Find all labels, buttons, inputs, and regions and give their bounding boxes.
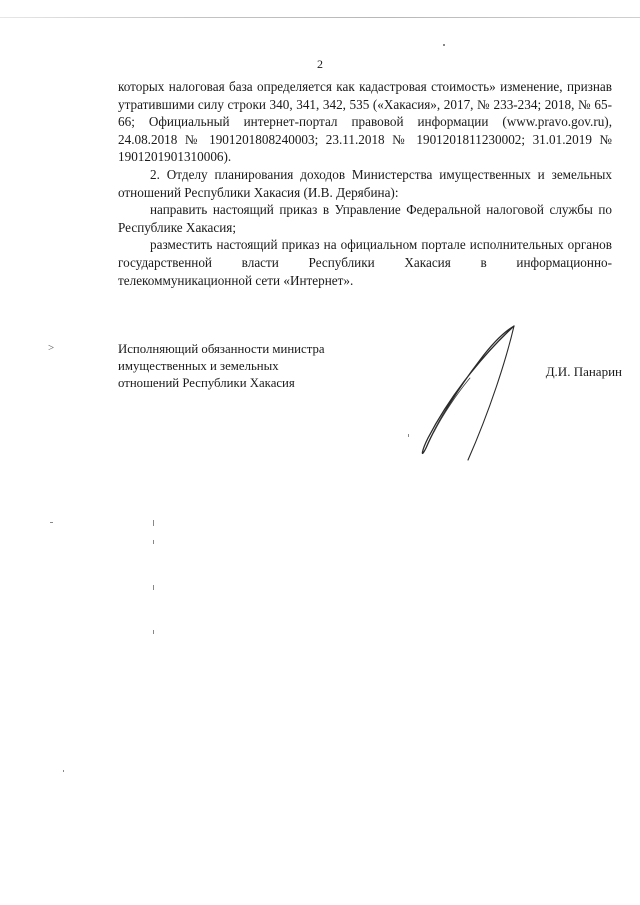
scan-speck xyxy=(443,44,445,46)
scan-edge-line xyxy=(0,17,640,18)
page-number: 2 xyxy=(317,57,323,71)
scan-speck xyxy=(153,630,154,634)
signer-position-line: имущественных и земельных xyxy=(118,359,279,373)
document-body xyxy=(118,78,612,289)
scan-speck xyxy=(153,585,154,590)
signer-position-line: отношений Республики Хакасия xyxy=(118,376,295,390)
handwritten-signature xyxy=(398,320,528,470)
signer-name: Д.И. Панарин xyxy=(545,364,622,379)
margin-mark: > xyxy=(48,342,55,354)
paragraph-continuation: которых налоговая база определяется как кадастровая стоимость» изменение, признав утратившими силу строки 340, 341, 342, 535 («Хакасия», 2017, № 233-234; 2018, № 65-66; Официальный интернет-портал правовой информации (www.pravo.gov.ru), 24.08.2018 № 1901201808240003; 23.11.2018 № 1901201811230002; 31.01.2019 № 1901201901310006). xyxy=(118,79,612,165)
scan-speck xyxy=(50,522,53,523)
scan-speck xyxy=(408,434,409,437)
signer-position-line: Исполняющий обязанности министра xyxy=(118,342,325,356)
paragraph-publish-order: разместить настоящий приказ на официальном портале исполнительных органов государственной власти Республики Хакасия в информационно-телекоммуникационной сети «Интернет». xyxy=(118,237,612,288)
scan-speck xyxy=(153,520,154,526)
paragraph-item-2: 2. Отделу планирования доходов Министерства имущественных и земельных отношений Республики Хакасия (И.В. Дерябина): xyxy=(118,166,612,200)
scan-speck xyxy=(63,770,64,772)
scan-speck xyxy=(153,540,154,544)
signer-position-block xyxy=(118,341,325,392)
paragraph-send-order: направить настоящий приказ в Управление Федеральной налоговой службы по Республике Хакасия; xyxy=(118,202,612,235)
